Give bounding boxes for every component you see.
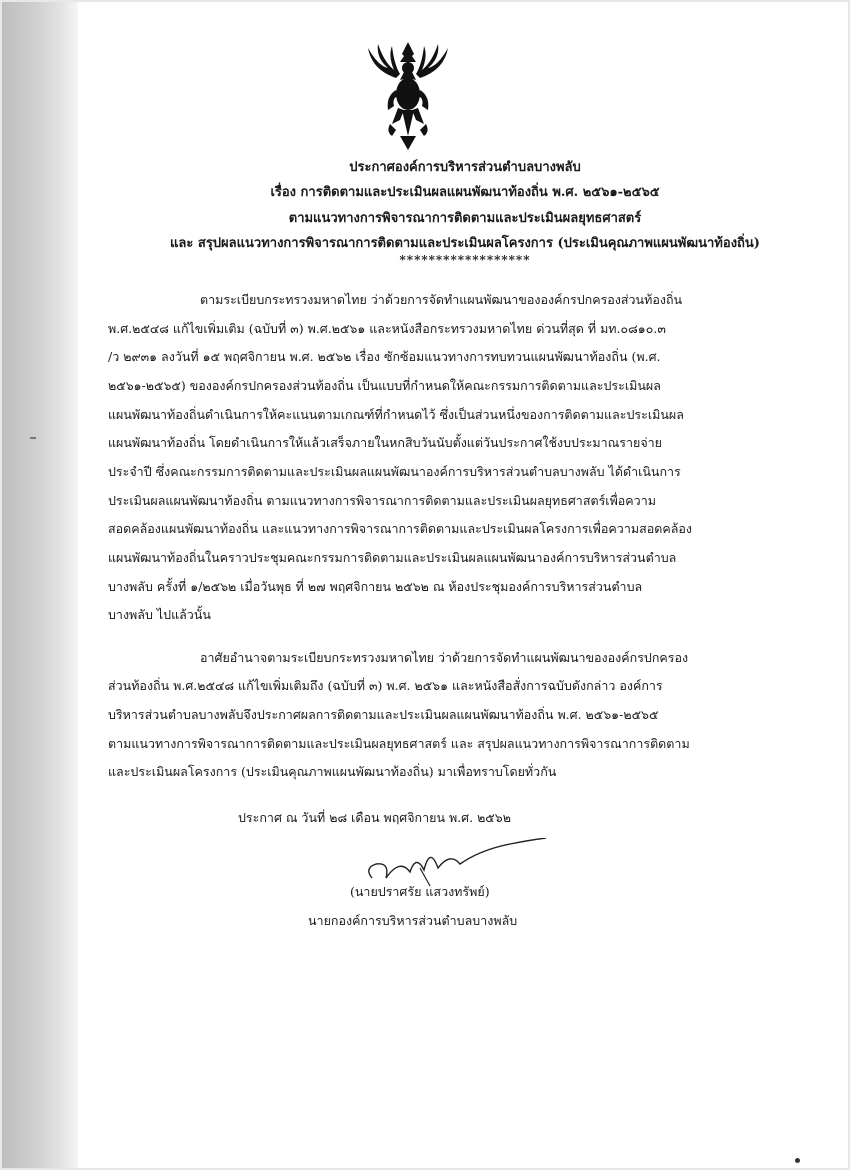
header-divider: ******************: [399, 253, 531, 267]
scan-dot: [795, 1158, 800, 1163]
paragraph-1-line: ๒๕๖๑-๒๕๖๕) ขององค์กรปกครองส่วนท้องถิ่น เป็นแบบที่กำหนดให้คณะกรรมการติดตามและประเมินผล: [108, 378, 661, 393]
announcement-subject-line2: ตามแนวทางการพิจารณาการติดตามและประเมินผลยุทธศาสตร์: [288, 211, 642, 226]
paragraph-2-line: และประเมินผลโครงการ (ประเมินคุณภาพแผนพัฒนาท้องถิ่น) มาเพื่อทราบโดยทั่วกัน: [108, 764, 557, 779]
paragraph-2-line: อาศัยอำนาจตามระเบียบกระทรวงมหาดไทย ว่าด้วยการจัดทำแผนพัฒนาขององค์กรปกครอง: [200, 650, 689, 665]
paragraph-2-line: บริหารส่วนตำบลบางพลับจึงประกาศผลการติดตามและประเมินผลแผนพัฒนาท้องถิ่น พ.ศ. ๒๕๖๑-๒๕๖๕: [108, 707, 659, 722]
announcement-subject-line3: และ สรุปผลแนวทางการพิจารณาการติดตามและประเมินผลโครงการ (ประเมินคุณภาพแผนพัฒนาท้องถิ่น): [170, 236, 760, 251]
garuda-emblem-icon: [366, 40, 450, 152]
paragraph-1-line: แผนพัฒนาท้องถิ่นในคราวประชุมคณะกรรมการติดตามและประเมินผลแผนพัฒนาองค์การบริหารส่วนตำบล: [108, 550, 677, 565]
paragraph-1-line: แผนพัฒนาท้องถิ่น โดยดำเนินการให้แล้วเสร็จภายในหกสิบวันนับตั้งแต่วันประกาศใช้งบประมาณรายจ่าย: [108, 435, 662, 450]
paragraph-1-line: ประจำปี ซึ่งคณะกรรมการติดตามและประเมินผลแผนพัฒนาองค์การบริหารส่วนตำบลบางพลับ ได้ดำเนินการ: [108, 464, 681, 479]
paragraph-1-line: บางพลับ ครั้งที่ ๑/๒๕๖๒ เมื่อวันพุธ ที่ ๒๗ พฤศจิกายน ๒๕๖๒ ณ ห้องประชุมองค์การบริหารส่วนตำบล: [108, 579, 643, 594]
announcement-date: ประกาศ ณ วันที่ ๒๘ เดือน พฤศจิกายน พ.ศ. ๒๕๖๒: [238, 810, 511, 825]
paragraph-1-line: บางพลับ ไปแล้วนั้น: [108, 607, 211, 622]
paragraph-1-line: /ว ๒๙๓๑ ลงวันที่ ๑๕ พฤศจิกายน พ.ศ. ๒๕๖๒ เรื่อง ซักซ้อมแนวทางการทบทวนแผนพัฒนาท้องถิ่น (พ.ศ.: [108, 349, 661, 364]
paragraph-1-line: สอดคล้องแผนพัฒนาท้องถิ่น และแนวทางการพิจารณาการติดตามและประเมินผลโครงการเพื่อความสอดคล้อง: [108, 521, 692, 536]
announcement-subject: เรื่อง การติดตามและประเมินผลแผนพัฒนาท้องถิ่น พ.ศ. ๒๕๖๑-๒๕๖๕: [270, 185, 660, 200]
paragraph-2-line: ตามแนวทางการพิจารณาการติดตามและประเมินผลยุทธศาสตร์ และ สรุปผลแนวทางการพิจารณาการติดตาม: [108, 736, 690, 751]
paragraph-1-line: ตามระเบียบกระทรวงมหาดไทย ว่าด้วยการจัดทำแผนพัฒนาขององค์กรปกครองส่วนท้องถิ่น: [200, 292, 683, 307]
paragraph-1-line: พ.ศ.๒๕๔๘ แก้ไขเพิ่มเติม (ฉบับที่ ๓) พ.ศ.๒๕๖๑ และหนังสือกระทรวงมหาดไทย ด่วนที่สุด ที่ มท.๐๘๑๐.๓: [108, 321, 666, 336]
handwritten-signature: [360, 838, 550, 888]
scan-margin-shadow: [0, 0, 78, 1170]
signatory-position: นายกองค์การบริหารส่วนตำบลบางพลับ: [308, 913, 518, 928]
paragraph-1-line: แผนพัฒนาท้องถิ่นดำเนินการให้คะแนนตามเกณฑ์ที่กำหนดไว้ ซึ่งเป็นส่วนหนึ่งของการติดตามและประเมินผล: [108, 407, 684, 422]
scan-speck: [30, 437, 36, 439]
signatory-name: (นายปราศรัย แสวงทรัพย์): [350, 884, 490, 899]
announcement-title: ประกาศองค์การบริหารส่วนตำบลบางพลับ: [349, 160, 581, 175]
paragraph-1-line: ประเมินผลแผนพัฒนาท้องถิ่น ตามแนวทางการพิจารณาการติดตามและประเมินผลยุทธศาสตร์เพื่อความ: [108, 493, 656, 508]
paragraph-2-line: ส่วนท้องถิ่น พ.ศ.๒๕๔๘ แก้ไขเพิ่มเติมถึง (ฉบับที่ ๓) พ.ศ. ๒๕๖๑ และหนังสือสั่งการฉบับดังกล่าว องค์การ: [108, 678, 663, 693]
